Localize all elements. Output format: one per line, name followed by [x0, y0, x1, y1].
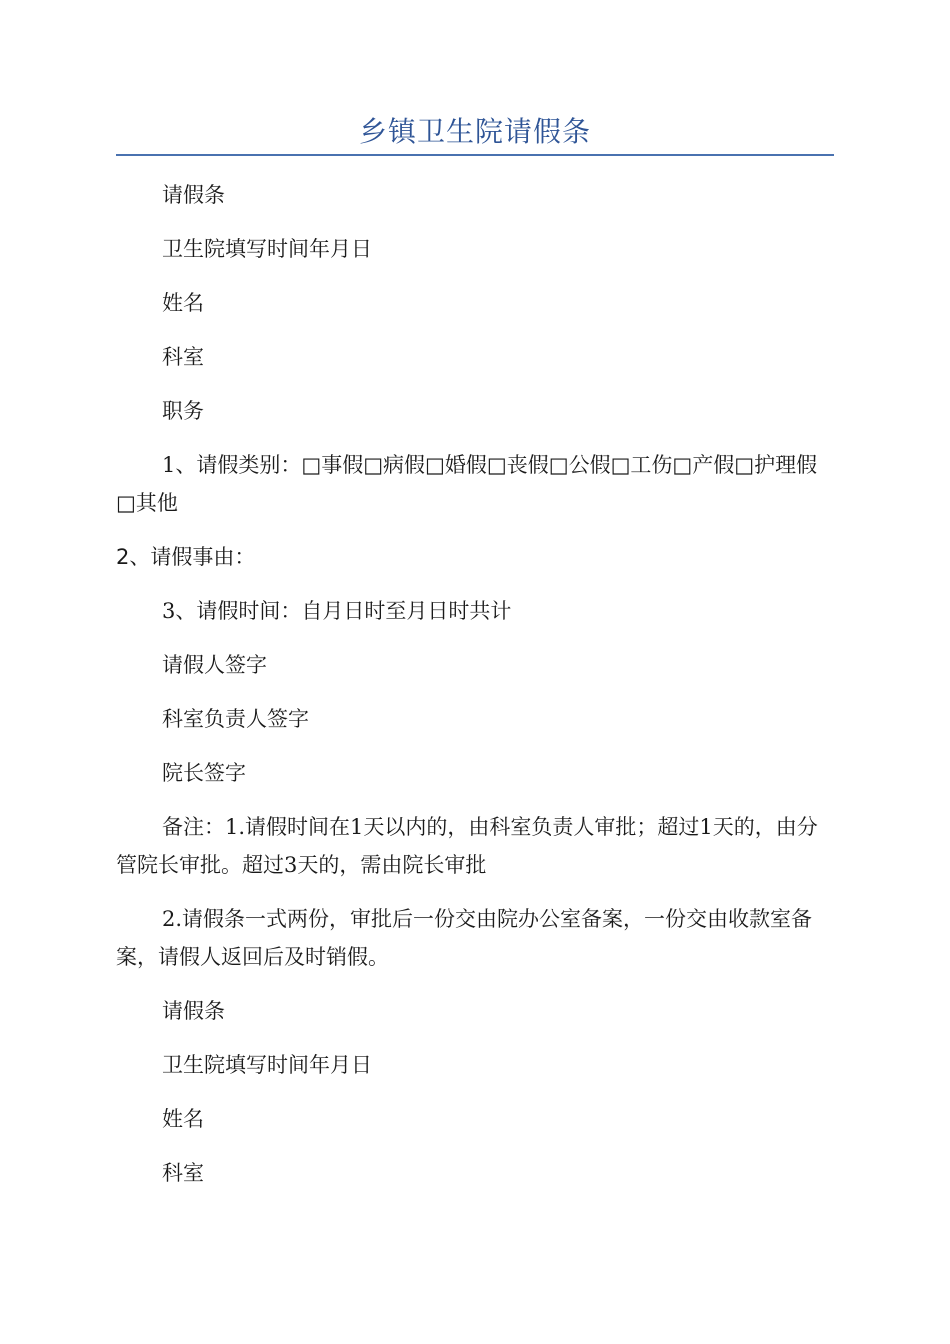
document-title: 乡镇卫生院请假条	[358, 115, 591, 148]
paragraph-fill-date: 卫生院填写时间年月日	[162, 237, 372, 261]
paragraph-applicant-signature: 请假人签字	[162, 653, 267, 677]
paragraph-leave-reason: 2、请假事由：	[116, 545, 256, 569]
document-body	[116, 176, 834, 1208]
paragraph-leave-slip-heading: 请假条	[162, 183, 225, 207]
paragraph-leave-type: 1、请假类别：□事假□病假□婚假□丧假□公假□工伤□产假□护理假□其他	[116, 453, 818, 515]
paragraph-dept-head-signature: 科室负责人签字	[162, 707, 309, 731]
paragraph-note-2: 2.请假条一式两份，审批后一份交由院办公室备案，一份交由收款室备案，请假人返回后及时销假。	[116, 907, 813, 969]
paragraph-name-2: 姓名	[162, 1107, 204, 1131]
paragraph-leave-slip-heading-2: 请假条	[162, 999, 225, 1023]
paragraph-position: 职务	[162, 399, 204, 423]
paragraph-director-signature: 院长签字	[162, 761, 246, 785]
title-underline	[116, 154, 834, 156]
paragraph-note-1: 备注：1.请假时间在1天以内的，由科室负责人审批；超过1天的，由分管院长审批。超过3天的，需由院长审批	[116, 815, 818, 877]
paragraph-department: 科室	[162, 345, 204, 369]
paragraph-leave-time: 3、请假时间：自月日时至月日时共计	[162, 599, 512, 623]
paragraph-name: 姓名	[162, 291, 204, 315]
paragraph-department-2: 科室	[162, 1161, 204, 1185]
paragraph-fill-date-2: 卫生院填写时间年月日	[162, 1053, 372, 1077]
